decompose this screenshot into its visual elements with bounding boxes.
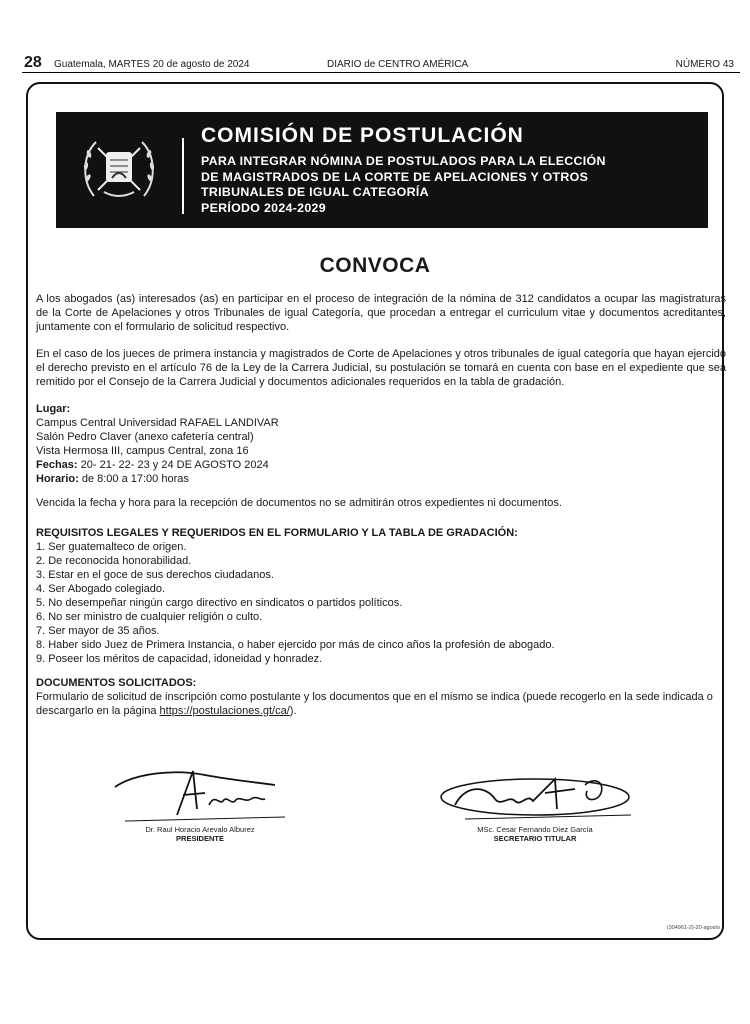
requirements-block <box>36 526 726 666</box>
lugar-label: Lugar: <box>36 403 71 415</box>
fechas-line <box>36 458 726 472</box>
judges-paragraph: En el caso de los jueces de primera instancia y magistrados de Corte de Apelaciones y otros tribunales de igual categoría que hayan ejercido el derecho previsto en el artículo 76 de la Ley de la Carrera Judicial, su postulación se tomará en cuenta con base en el expediente que sea remitido por el Consejo de la Carrera Judicial y documentos adicionales requeridos en la tabla de gradación. <box>36 348 726 388</box>
list-item: 8. Haber sido Juez de Primera Instancia, o haber ejercido por más de cinco años la profesión de abogado. <box>36 639 555 651</box>
horario-line <box>36 472 726 486</box>
documents-block <box>36 676 726 718</box>
list-item: 9. Poseer los méritos de capacidad, idoneidad y honradez. <box>36 653 323 665</box>
convoca-heading: CONVOCA <box>319 254 431 277</box>
header-rule <box>22 72 740 73</box>
lugar-line: Vista Hermosa III, campus Central, zona 16 <box>36 445 249 457</box>
intro-paragraph: A los abogados (as) interesados (as) en participar en el proceso de integración de la nómina de 312 candidatos a ocupar las magistraturas de la Corte de Apelaciones y otros Tribunales de igual Categoría, que procedan a entregar el curriculum vitae y documentos acreditantes, juntamente con el formulario de solicitud respectivo. <box>36 293 726 333</box>
issue-number: NÚMERO 43 <box>675 59 734 70</box>
commission-banner <box>56 112 708 228</box>
list-item: 3. Estar en el goce de sus derechos ciudadanos. <box>36 569 274 581</box>
list-item: 2. De reconocida honorabilidad. <box>36 555 192 567</box>
documents-tail: ). <box>289 705 297 717</box>
banner-subtitle-line: PARA INTEGRAR NÓMINA DE POSTULADOS PARA LA ELECCIÓN <box>201 154 606 168</box>
banner-subtitle <box>201 154 606 216</box>
banner-separator <box>182 138 184 214</box>
signature-president <box>100 765 300 843</box>
publication-date: Guatemala, MARTES 20 de agosto de 2024 <box>54 59 250 70</box>
documents-description: Formulario de solicitud de inscripción como postulante y los documentos que en el mismo se indica (puede recogerlo en la sede indicada o descargarlo en la página <box>36 691 713 717</box>
list-item: 1. Ser guatemalteco de origen. <box>36 541 187 553</box>
signature-image <box>105 765 295 825</box>
fechas-label: Fechas: <box>36 459 78 471</box>
horario-label: Horario: <box>36 473 79 485</box>
lugar-line: Campus Central Universidad RAFAEL LANDIVAR <box>36 417 279 429</box>
signature-name: Dr. Raul Horacio Arevalo Alburez <box>145 825 255 834</box>
signature-secretary <box>430 775 640 843</box>
signature-role: PRESIDENTE <box>176 834 224 843</box>
requirements-list <box>36 540 726 666</box>
banner-title: COMISIÓN DE POSTULACIÓN <box>201 124 524 147</box>
guatemala-coat-of-arms-icon <box>76 126 162 212</box>
list-item: 5. No desempeñar ningún cargo directivo en sindicatos o partidos políticos. <box>36 597 403 609</box>
list-item: 7. Ser mayor de 35 años. <box>36 625 160 637</box>
signature-image <box>435 775 635 825</box>
page-number: 28 <box>24 54 42 71</box>
signature-name: MSc. Cesar Fernando Díez García <box>477 825 593 834</box>
banner-subtitle-line: DE MAGISTRADOS DE LA CORTE DE APELACIONES Y OTROS <box>201 169 589 184</box>
page-header <box>22 54 740 72</box>
publication-code: (304961-2)-20-agosto <box>666 925 720 931</box>
postulaciones-link[interactable]: https://postulaciones.gt/ca/ <box>159 705 290 717</box>
documents-heading: DOCUMENTOS SOLICITADOS: <box>36 677 197 689</box>
banner-subtitle-line: TRIBUNALES DE IGUAL CATEGORÍA <box>201 185 429 199</box>
lugar-line: Salón Pedro Claver (anexo cafetería central) <box>36 431 254 443</box>
deadline-notice: Vencida la fecha y hora para la recepción de documentos no se admitirán otros expedientes ni documentos. <box>36 497 562 509</box>
requirements-heading: REQUISITOS LEGALES Y REQUERIDOS EN EL FORMULARIO Y LA TABLA DE GRADACIÓN: <box>36 527 518 539</box>
list-item: 6. No ser ministro de cualquier religión o culto. <box>36 611 263 623</box>
fechas-value: 20- 21- 22- 23 y 24 DE AGOSTO 2024 <box>77 459 269 471</box>
signature-role: SECRETARIO TITULAR <box>493 834 577 843</box>
list-item: 4. Ser Abogado colegiado. <box>36 583 166 595</box>
documents-text <box>36 690 726 718</box>
horario-value: de 8:00 a 17:00 horas <box>78 473 189 485</box>
newspaper-name: DIARIO de CENTRO AMÉRICA <box>327 59 469 70</box>
location-block <box>36 402 726 486</box>
banner-period: PERÍODO 2024-2029 <box>201 200 326 215</box>
